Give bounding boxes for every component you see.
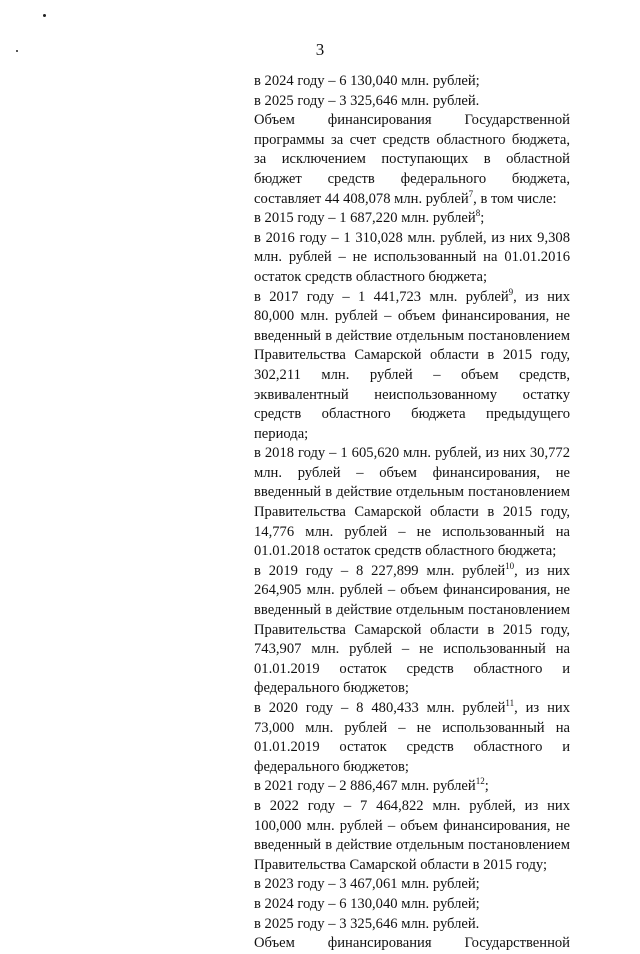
footnote-ref: 11 [505,698,515,708]
paragraph-text: в 2022 году – 7 464,822 млн. рублей, из них 100,000 млн. рублей – объем финансирования, не введенный в действие отдельным постановлением Правительства Самарской области в 2015 году; [254,797,570,873]
paragraph-text: в 2017 году – 1 441,723 млн. рублей [254,288,509,305]
paragraph-text: в 2023 году – 3 467,061 млн. рублей; [254,876,480,893]
paragraph-text: в 2018 году – 1 605,620 млн. рублей, из них 30,772 млн. рублей – объем финансирования, не введенный в действие отдельным постановлением Правительства Самарской области в 2015 году, 14,776 млн. рублей – не использованный на 01.01.2018 остаток средств областного бюджета; [254,445,570,560]
paragraph [254,797,570,875]
paragraph [254,562,570,699]
document-text [254,72,570,954]
paragraph [254,209,570,229]
paragraph-text: в 2021 году – 2 886,467 млн. рублей [254,778,476,795]
paragraph [254,699,570,777]
paragraph-text-continued: ; [480,210,485,227]
paragraph [254,111,570,209]
paragraph-text-continued: , из них 73,000 млн. рублей – не использованный на 01.01.2019 остаток средств областного и федерального бюджетов; [254,700,571,775]
paragraph [254,777,570,797]
paragraph-text: в 2025 году – 3 325,646 млн. рублей. [254,915,480,932]
paragraph-text: в 2019 году – 8 227,899 млн. рублей [254,562,506,579]
paragraph-text: в 2024 году – 6 130,040 млн. рублей; [254,895,480,912]
paragraph [254,229,570,288]
paragraph [254,934,570,954]
paragraph-text: в 2025 году – 3 325,646 млн. рублей. [254,92,480,109]
paragraph [254,875,570,895]
paragraph-text-continued: , из них 264,905 млн. рублей – объем финансирования, не введенный в действие отдельным постановлением Правительства Самарской области в 2015 году, 743,907 млн. рублей – не использованный на 01.01.2019 остаток средств областного и федерального бюджетов; [254,562,570,697]
paragraph [254,444,570,562]
paragraph [254,92,570,112]
footnote-ref: 8 [475,208,481,219]
paragraph-text-continued: ; [484,778,489,795]
paragraph-text-continued: , из них 80,000 млн. рублей – объем финансирования, не введенный в действие отдельным постановлением Правительства Самарской области в 2015 году, 302,211 млн. рублей – объем средств, эквивалентный неиспользованному остатку средств областного бюджета предыдущего периода; [254,288,570,442]
paragraph-text: в 2020 году – 8 480,433 млн. рублей [254,700,506,716]
paragraph-text: в 2016 году – 1 310,028 млн. рублей, из них 9,308 млн. рублей – не использованный на 01.01.2016 остаток средств областного бюджета; [254,229,570,285]
footnote-ref: 9 [508,286,514,297]
paragraph-text-continued: , в том числе: [473,190,557,207]
paragraph [254,288,570,445]
paragraph [254,915,570,935]
paragraph-text: Объем финансирования Государственной программы за счет средств областного бюджета, за исключением поступающих в областной бюджет средств федерального бюджета, составляет 44 408,078 млн. рублей [254,112,570,207]
scan-speck [43,14,46,17]
paragraph-text: Объем финансирования Государственной [254,935,570,952]
footnote-ref: 7 [468,188,474,199]
paragraph [254,72,570,92]
page-number: 3 [315,40,325,59]
paragraph-text: в 2015 году – 1 687,220 млн. рублей [254,210,476,227]
paragraph-text: в 2024 году – 6 130,040 млн. рублей; [254,73,480,89]
footnote-ref: 12 [475,776,485,787]
footnote-ref: 10 [505,560,515,571]
